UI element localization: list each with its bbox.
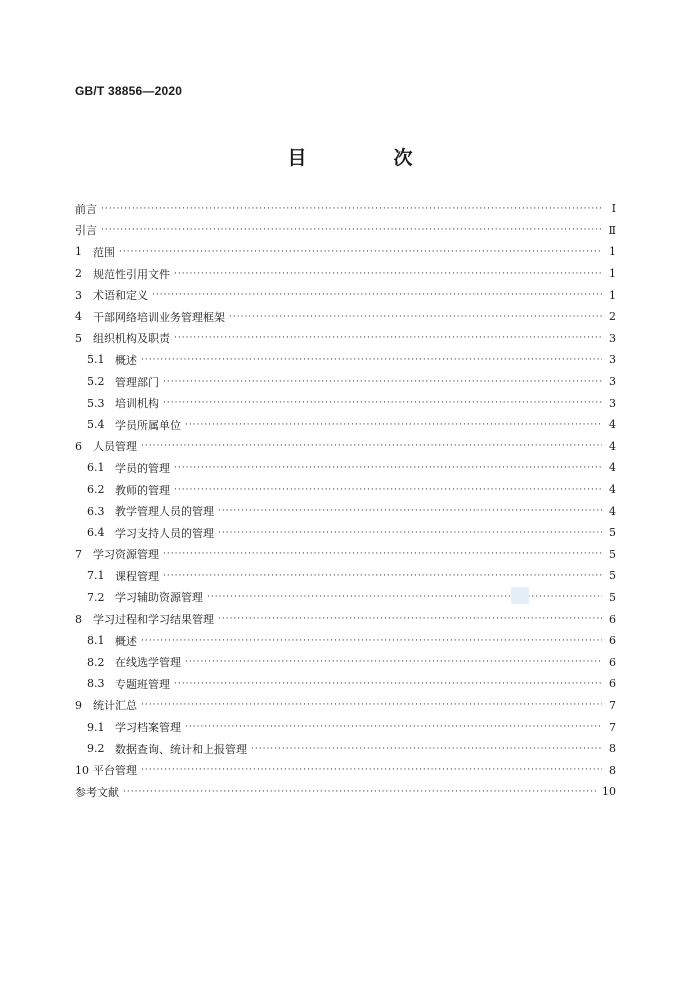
toc-entry-number: 8 [75,612,82,626]
toc-entry[interactable] [75,544,616,566]
toc-entry[interactable] [75,328,616,350]
toc-entry-label: 范围 [93,245,115,259]
toc-leader-dots [123,786,598,798]
toc-entry-number: 7.2 [87,590,105,604]
toc-entry-number: 6.3 [87,504,105,518]
toc-entry[interactable] [75,608,616,630]
toc-entry-page: 5 [609,547,616,561]
toc-entry[interactable] [75,522,616,544]
toc-leader-dots [251,743,602,755]
toc-leader-dots [218,613,602,625]
toc-entry[interactable] [75,759,616,781]
toc-entry-number: 5 [75,331,82,345]
toc-entry[interactable] [75,241,616,263]
toc-entry-label: 教学管理人员的管理 [115,505,214,519]
toc-entry-label: 在线选学管理 [115,656,181,670]
toc-entry[interactable] [75,738,616,760]
toc-entry[interactable] [75,587,616,609]
page-title: 目 次 [287,147,447,169]
toc-entry[interactable] [75,457,616,479]
toc-entry[interactable] [75,651,616,673]
toc-entry-label: 课程管理 [115,569,159,583]
toc-entry-label: 参考文献 [75,785,119,799]
toc-leader-dots [101,203,602,215]
toc-entry-number: 7.1 [87,569,105,583]
toc-leader-dots [185,656,602,668]
toc-entry-page: 3 [609,331,616,345]
toc-entry-page: 1 [609,267,616,281]
toc-leader-dots [218,527,602,539]
toc-leader-dots [174,678,602,690]
toc-entry[interactable] [75,436,616,458]
toc-entry-page: 7 [609,720,616,734]
toc-leader-dots [119,246,602,258]
toc-entry-number: 4 [75,310,82,324]
toc-entry-label: 学习档案管理 [115,721,181,735]
toc-entry[interactable] [75,371,616,393]
toc-entry-page: Ⅱ [608,223,616,237]
toc-entry[interactable] [75,479,616,501]
toc-entry-label: 前言 [75,202,97,216]
toc-entry-number: 3 [75,288,82,302]
toc-leader-dots [101,224,602,236]
toc-leader-dots [185,419,602,431]
toc-entry-page: 4 [609,483,616,497]
toc-leader-dots [207,591,602,603]
toc-entry-number: 5.3 [87,396,105,410]
toc-entry-page: 5 [609,590,616,604]
toc-entry-label: 人员管理 [93,440,137,454]
toc-entry-label: 学习资源管理 [93,548,159,562]
toc-entry-number: 9.2 [87,742,105,756]
toc-entry-page: 8 [609,742,616,756]
table-of-contents [75,198,616,803]
toc-entry-label: 数据查询、统计和上报管理 [115,742,247,756]
toc-entry-label: 学习过程和学习结果管理 [93,613,214,627]
toc-entry-label: 学员的管理 [115,461,170,475]
toc-entry-page: 6 [609,634,616,648]
toc-entry[interactable] [75,716,616,738]
toc-entry-number: 5.4 [87,418,105,432]
toc-entry-label: 培训机构 [115,397,159,411]
toc-entry[interactable] [75,695,616,717]
toc-entry-page: 1 [609,245,616,259]
toc-entry-number: 9 [75,698,82,712]
toc-entry-label: 学习支持人员的管理 [115,526,214,540]
toc-entry-number: 6.2 [87,483,105,497]
toc-entry-label: 规范性引用文件 [93,267,170,281]
toc-leader-dots [163,570,602,582]
toc-entry[interactable] [75,284,616,306]
toc-leader-dots [174,268,602,280]
toc-entry-label: 干部网络培训业务管理框架 [93,310,225,324]
toc-entry-page: 7 [609,698,616,712]
toc-leader-dots [174,332,602,344]
toc-entry-label: 教师的管理 [115,483,170,497]
toc-entry-page: 6 [609,655,616,669]
toc-entry-label: 组织机构及职责 [93,332,170,346]
toc-entry-page: 6 [609,612,616,626]
toc-entry-page: 1 [609,288,616,302]
toc-entry-page: 4 [609,504,616,518]
toc-entry[interactable] [75,565,616,587]
toc-entry-label: 概述 [115,634,137,648]
toc-entry-page: 4 [609,461,616,475]
toc-entry[interactable] [75,781,616,803]
toc-leader-dots [174,462,602,474]
toc-entry-number: 5.1 [87,353,105,367]
toc-leader-dots [163,376,602,388]
toc-entry-number: 2 [75,267,82,281]
toc-entry-page: 6 [609,677,616,691]
toc-leader-dots [141,635,602,647]
toc-leader-dots [152,289,602,301]
toc-entry-number: 10 [75,763,89,777]
toc-entry-page: 3 [609,353,616,367]
toc-entry[interactable] [75,198,616,220]
toc-leader-dots [141,354,602,366]
toc-entry[interactable] [75,263,616,285]
toc-leader-dots [174,484,602,496]
toc-entry-label: 专题班管理 [115,677,170,691]
toc-entry[interactable] [75,220,616,242]
toc-leader-dots [229,311,602,323]
toc-entry-page: 4 [609,439,616,453]
toc-leader-dots [141,764,602,776]
toc-entry[interactable] [75,673,616,695]
toc-entry-page: 4 [609,418,616,432]
toc-entry-page: 3 [609,375,616,389]
toc-entry[interactable] [75,392,616,414]
toc-leader-dots [163,548,602,560]
toc-entry-number: 8.3 [87,677,105,691]
standard-code: GB/T 38856—2020 [75,84,183,98]
toc-leader-dots [185,721,602,733]
toc-entry-page: 5 [609,569,616,583]
toc-entry-label: 管理部门 [115,375,159,389]
toc-leader-dots [141,699,602,711]
toc-entry[interactable] [75,414,616,436]
toc-entry[interactable] [75,500,616,522]
toc-entry-number: 6.1 [87,461,105,475]
toc-entry-label: 平台管理 [93,764,137,778]
highlight-mark [511,587,529,604]
toc-entry-page: 8 [609,763,616,777]
toc-entry-label: 术语和定义 [93,289,148,303]
toc-entry-number: 6 [75,439,82,453]
toc-entry-number: 9.1 [87,720,105,734]
toc-entry-page: 5 [609,526,616,540]
toc-entry-page: 2 [609,310,616,324]
toc-entry-number: 8.2 [87,655,105,669]
toc-leader-dots [163,397,602,409]
toc-leader-dots [218,505,602,517]
toc-entry-page: 3 [609,396,616,410]
toc-entry-number: 7 [75,547,82,561]
toc-entry-label: 学习辅助资源管理 [115,591,203,605]
toc-entry-number: 5.2 [87,375,105,389]
toc-entry-label: 引言 [75,224,97,238]
toc-entry-label: 学员所属单位 [115,418,181,432]
toc-entry-label: 统计汇总 [93,699,137,713]
toc-entry-number: 1 [75,245,82,259]
toc-entry[interactable] [75,306,616,328]
toc-leader-dots [141,440,602,452]
toc-entry-number: 6.4 [87,526,105,540]
toc-entry-page: 10 [602,785,616,799]
toc-entry[interactable] [75,349,616,371]
toc-entry-page: Ⅰ [611,202,616,216]
toc-entry[interactable] [75,630,616,652]
toc-entry-label: 概述 [115,353,137,367]
toc-entry-number: 8.1 [87,634,105,648]
